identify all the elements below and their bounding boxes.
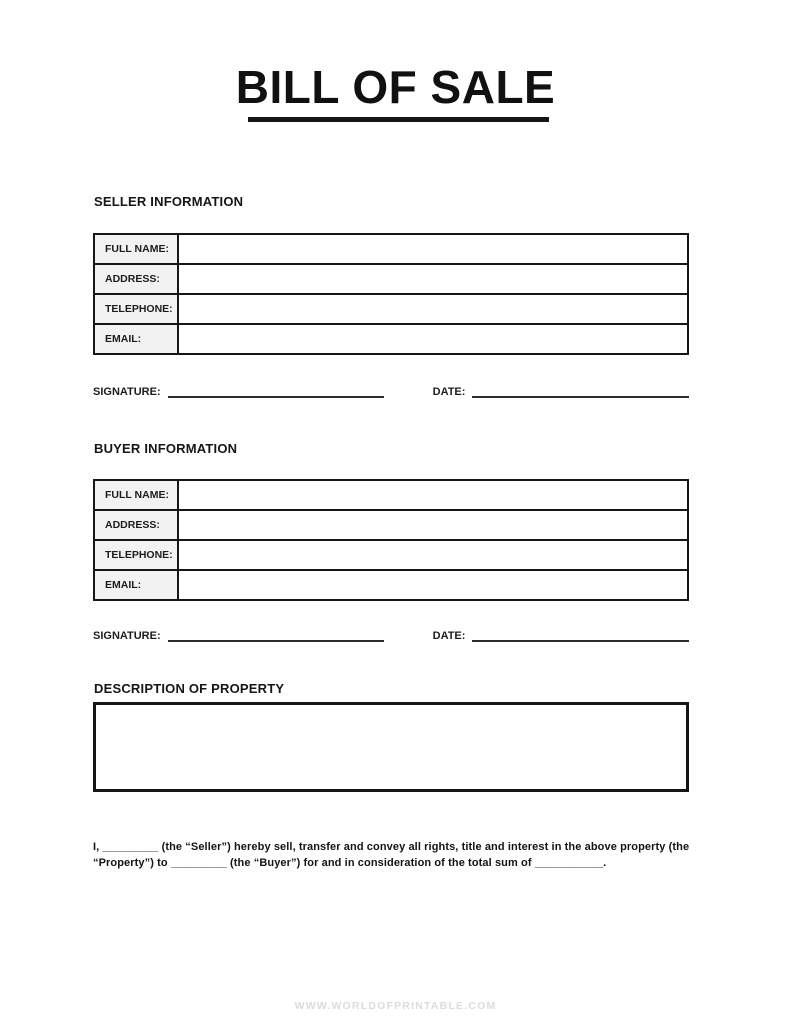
property-section-heading: DESCRIPTION OF PROPERTY <box>94 681 285 696</box>
buyer-full-name-label: FULL NAME: <box>94 480 178 510</box>
table-row <box>94 324 688 354</box>
buyer-email-label: EMAIL: <box>94 570 178 600</box>
buyer-section-heading: BUYER INFORMATION <box>94 441 238 456</box>
page-title: BILL OF SALE <box>235 61 556 113</box>
table-row <box>94 510 688 540</box>
seller-email-field[interactable] <box>178 324 688 354</box>
buyer-telephone-field[interactable] <box>178 540 688 570</box>
footer-watermark: WWW.WORLDOFPRINTABLE.COM <box>294 1000 497 1012</box>
buyer-info-table <box>93 479 689 601</box>
seller-info-table <box>93 233 689 355</box>
seller-signature-label: SIGNATURE: <box>93 386 161 398</box>
legal-statement: I, _________ (the “Seller”) hereby sell, transfer and convey all rights, title and interest in the above property (the “Property”) to _________ (the “Buyer”) for and in consideration of the total sum of ___________. <box>93 841 690 869</box>
buyer-email-field[interactable] <box>178 570 688 600</box>
buyer-date-line[interactable] <box>472 640 689 642</box>
seller-address-field[interactable] <box>178 264 688 294</box>
seller-date-label: DATE: <box>432 386 466 398</box>
seller-section-heading: SELLER INFORMATION <box>94 194 244 209</box>
table-row <box>94 570 688 600</box>
buyer-telephone-label: TELEPHONE: <box>94 540 178 570</box>
seller-full-name-label: FULL NAME: <box>94 234 178 264</box>
seller-full-name-field[interactable] <box>178 234 688 264</box>
seller-signature-line[interactable] <box>168 396 384 398</box>
buyer-full-name-field[interactable] <box>178 480 688 510</box>
seller-date-line[interactable] <box>472 396 689 398</box>
seller-signature-row <box>93 383 689 398</box>
table-row <box>94 264 688 294</box>
seller-telephone-field[interactable] <box>178 294 688 324</box>
buyer-signature-row <box>93 627 689 642</box>
buyer-signature-line[interactable] <box>168 640 384 642</box>
table-row <box>94 234 688 264</box>
property-description-field[interactable] <box>93 702 689 792</box>
seller-telephone-label: TELEPHONE: <box>94 294 178 324</box>
table-row <box>94 480 688 510</box>
buyer-address-label: ADDRESS: <box>94 510 178 540</box>
table-row <box>94 294 688 324</box>
seller-address-label: ADDRESS: <box>94 264 178 294</box>
buyer-date-label: DATE: <box>432 630 466 642</box>
buyer-signature-label: SIGNATURE: <box>93 630 161 642</box>
title-underline <box>248 117 549 122</box>
seller-email-label: EMAIL: <box>94 324 178 354</box>
buyer-address-field[interactable] <box>178 510 688 540</box>
table-row <box>94 540 688 570</box>
